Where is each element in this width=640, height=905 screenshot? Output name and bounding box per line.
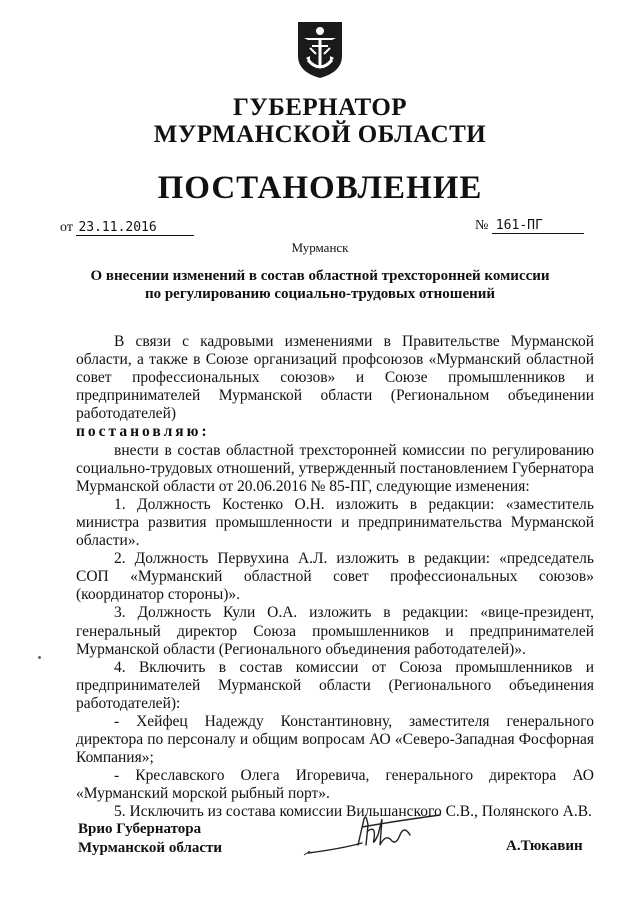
document-number: 161-ПГ	[492, 218, 584, 234]
authority-title-line2: МУРМАНСКОЙ ОБЛАСТИ	[153, 121, 487, 148]
subject-line1: О внесении изменений в состав областной трехсторонней комиссии	[90, 268, 550, 284]
intro-paragraph	[76, 333, 594, 442]
number-field	[475, 218, 584, 234]
paragraph-0: внести в состав областной трехсторонней комиссии по регулированию социально-трудовых отношений, утвержденный постановлением Губернатора Мурманской области от 20.06.2016 № 85-ПГ, следующие изменения:	[76, 441, 594, 495]
paragraph-4b: - Креславского Олега Игоревича, генерального директора АО «Мурманский морской рыбный порт».	[76, 767, 594, 803]
subject-line2: по регулированию социально-трудовых отношений	[144, 286, 496, 302]
signatory-title-line2: Мурманской области	[78, 840, 223, 856]
paragraph-4: 4. Включить в состав комиссии от Союза промышленников и предпринимателей Мурманской области (Регионального объединения работодателей):	[76, 658, 594, 712]
signatory-title-line1: Врио Губернатора	[78, 821, 202, 837]
intro-text: В связи с кадровыми изменениями в Правительстве Мурманской области, а также в Союзе организаций профсоюзов «Мурманский областной совет профессиональных союзов» и Союзе промышленников и предпринимателей Мурманской области (Региональном объединении работодателей)	[76, 333, 594, 423]
margin-dot	[38, 656, 41, 659]
number-prefix: №	[475, 218, 489, 233]
date-prefix: от	[60, 220, 73, 235]
paragraph-2: 2. Должность Первухина А.Л. изложить в редакции: «председатель СОП «Мурманский областной совет профессиональных союзов» (координатор стороны)».	[76, 550, 594, 604]
paragraph-3: 3. Должность Кули О.А. изложить в редакции: «вице-президент, генеральный директор Союза промышленников и предпринимателей Мурманской области (Регионального объединения работодателей)».	[76, 604, 594, 658]
signatory-title	[78, 820, 222, 858]
resolve-colon: :	[201, 423, 207, 441]
paragraph-5: 5. Исключить из состава комиссии Вильшанского С.В., Полянского А.В.	[114, 803, 592, 821]
date-field	[60, 220, 194, 236]
paragraph-4a: - Хейфец Надежду Константиновну, заместителя генерального директора по персоналу и общим вопросам АО «Северо-Западная Фосфорная Компания»;	[76, 712, 594, 767]
resolve-word: постановляю	[76, 423, 202, 441]
handwritten-signature	[300, 805, 450, 865]
city-label: Мурманск	[291, 240, 349, 255]
coat-of-arms-icon	[296, 20, 344, 80]
authority-title-line1: ГУБЕРНАТОР	[232, 94, 408, 121]
document-type-heading: ПОСТАНОВЛЕНИЕ	[157, 170, 483, 206]
document-date: 23.11.2016	[76, 220, 194, 236]
document-body	[76, 333, 594, 822]
paragraph-1: 1. Должность Костенко О.Н. изложить в редакции: «заместитель министра развития промышленности и предпринимательства Мурманской области».	[76, 495, 594, 550]
document-subject	[70, 267, 570, 303]
signatory-name: А.Тюкавин	[506, 838, 583, 854]
